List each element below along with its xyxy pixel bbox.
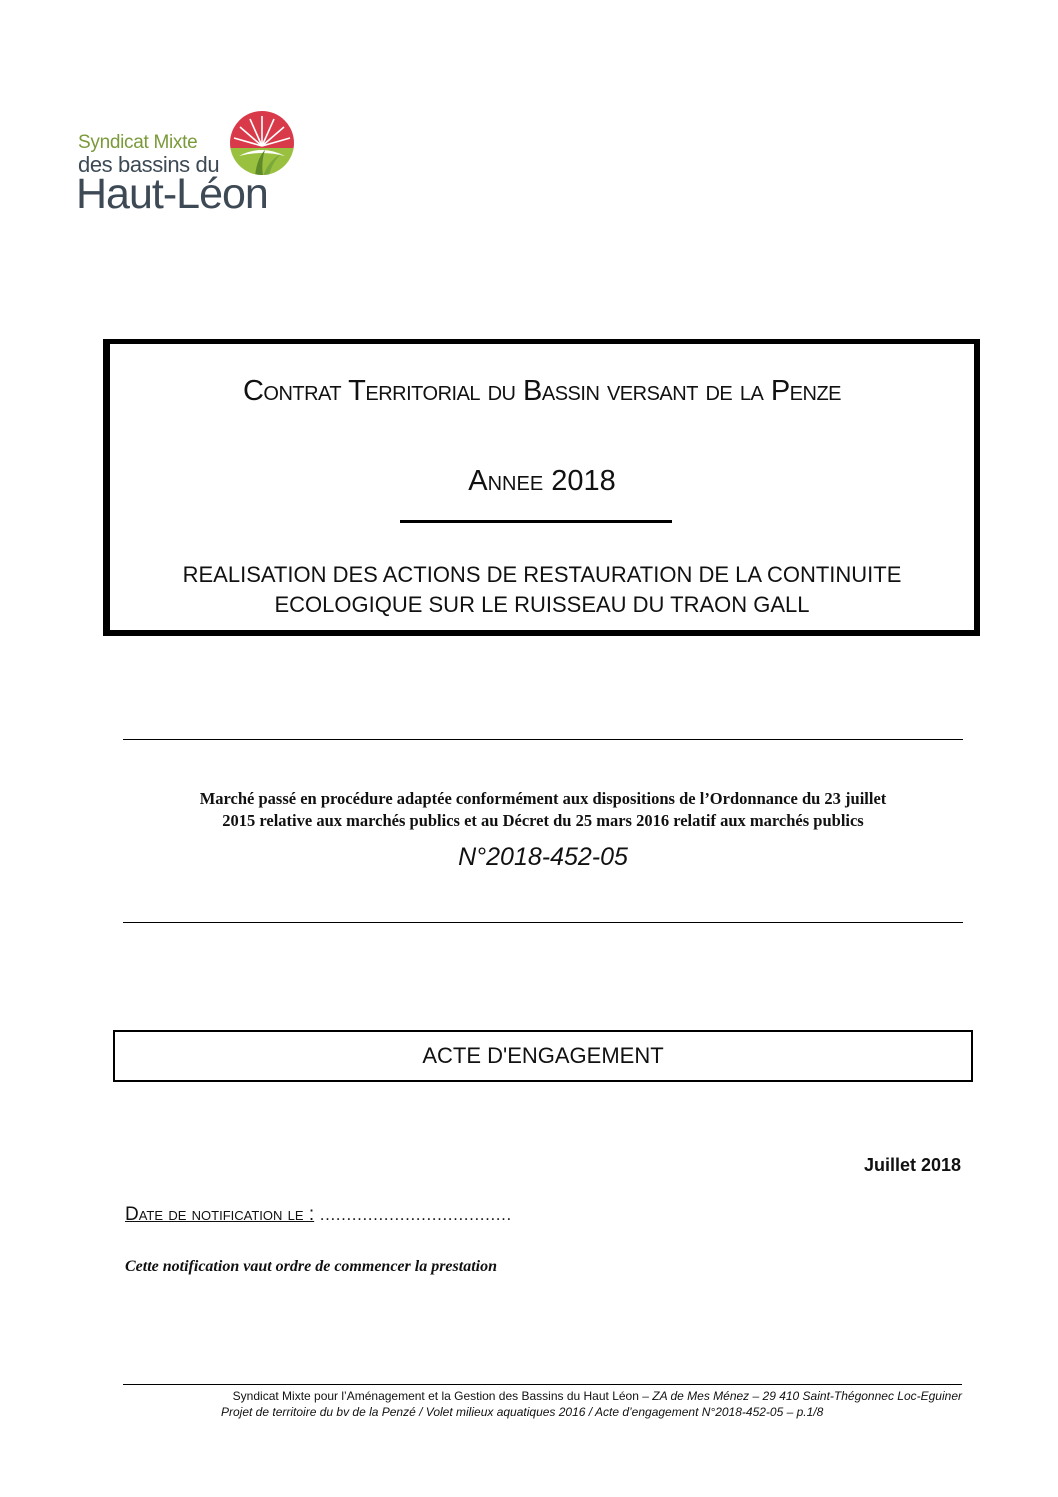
- notification-blank: ………………………………: [319, 1207, 512, 1224]
- notification-note: Cette notification vaut ordre de commencer la prestation: [125, 1258, 497, 1275]
- contract-number: N°2018-452-05: [458, 843, 628, 871]
- acte-box: [113, 1030, 973, 1082]
- divider-top: [123, 739, 963, 740]
- logo-emblem-icon: [229, 110, 295, 176]
- title-box: [103, 339, 980, 636]
- notification-label: Date de notification le :: [125, 1204, 315, 1225]
- procedure-line-1: Marché passé en procédure adaptée conformément aux dispositions de l’Ordonnance du 23 juillet: [199, 789, 887, 808]
- footer-rule: [123, 1384, 962, 1385]
- procedure-line-2: 2015 relative aux marchés publics et au Décret du 25 mars 2016 relatif aux marchés publics: [222, 811, 864, 830]
- subtitle-line-1: REALISATION DES ACTIONS DE RESTAURATION DE LA CONTINUITE: [182, 562, 902, 587]
- footer-reference: Projet de territoire du bv de la Penzé / Volet milieux aquatiques 2016 / Acte d’engagement N°2018-452-05 – p.1/8: [221, 1405, 824, 1419]
- contract-title: Contrat Territorial du Bassin versant de la Penze: [242, 375, 842, 407]
- procedure-statement: [123, 788, 963, 832]
- year-title: Annee 2018: [468, 465, 616, 497]
- notification-line: [125, 1204, 511, 1226]
- project-subtitle: [110, 560, 974, 620]
- logo-line-1: Syndicat Mixte: [78, 132, 198, 153]
- title-divider: [400, 520, 672, 523]
- footer-line-1: [123, 1389, 962, 1403]
- logo-line-3: Haut-Léon: [76, 170, 268, 218]
- footer-line-2: [123, 1405, 962, 1419]
- subtitle-line-2: ECOLOGIQUE SUR LE RUISSEAU DU TRAON GALL: [274, 592, 810, 617]
- footer-organization: Syndicat Mixte pour l’Aménagement et la Gestion des Bassins du Haut Léon: [232, 1389, 639, 1403]
- acte-title: ACTE D'ENGAGEMENT: [422, 1043, 664, 1068]
- logo-line-2: des bassins du: [78, 152, 220, 177]
- organization-logo: [76, 110, 316, 218]
- document-date: Juillet 2018: [863, 1155, 961, 1175]
- divider-bottom: [123, 922, 963, 923]
- footer-address: – ZA de Mes Ménez – 29 410 Saint-Thégonnec Loc-Eguiner: [638, 1389, 962, 1403]
